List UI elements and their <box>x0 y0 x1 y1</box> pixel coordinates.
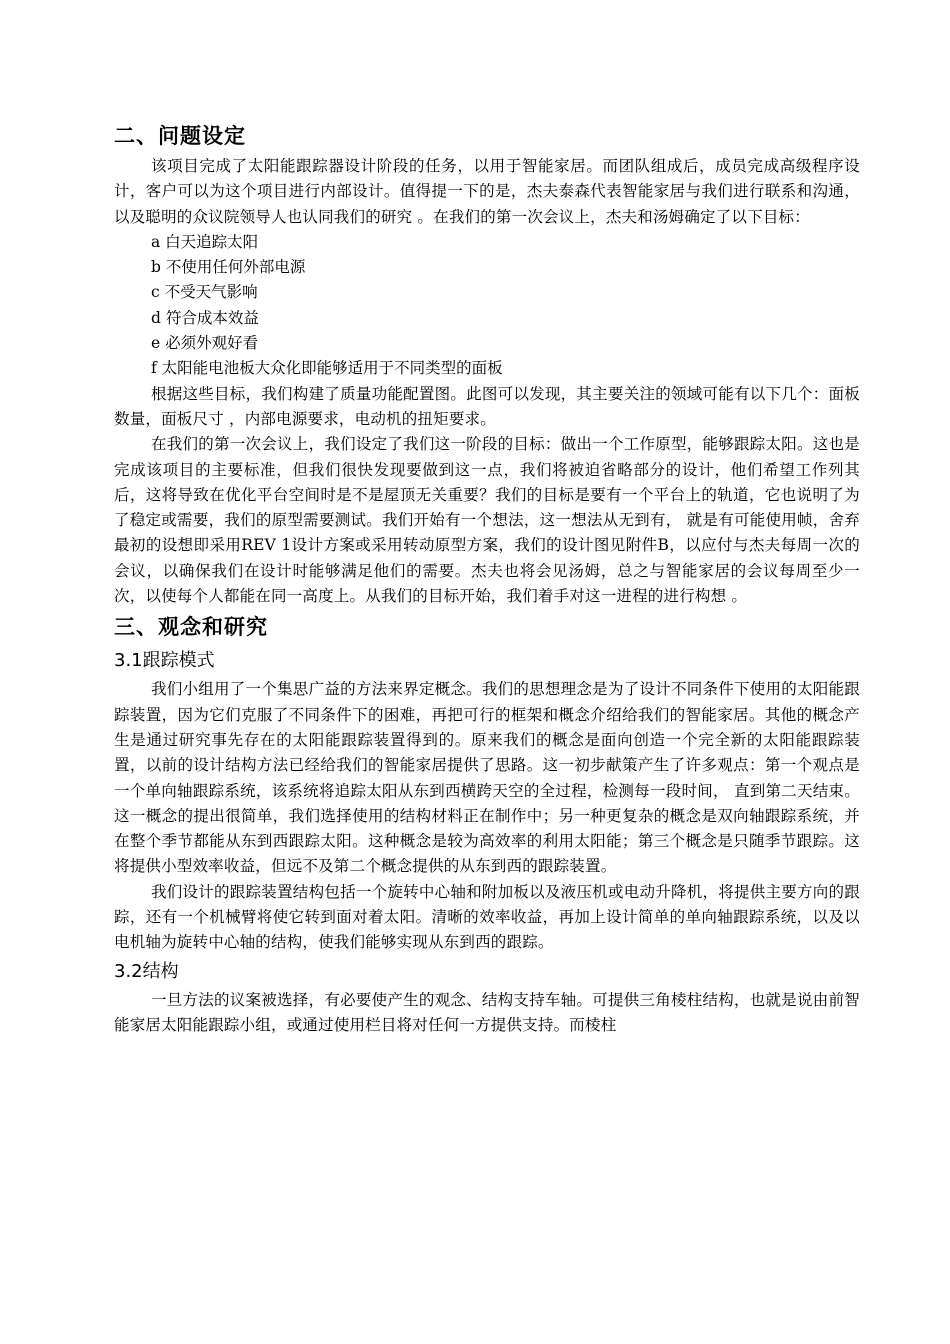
list-item: c 不受天气影响 <box>151 283 258 302</box>
goals-list <box>114 230 860 382</box>
paragraph-brainstorm: 我们小组用了一个集思广益的方法来界定概念。我们的思想理念是为了设计不同条件下使用的太阳能跟踪装置，因为它们克服了不同条件下的困难，再把可行的框架和概念介绍给我们的智能家居。其他的概念产生是通过研究事先存在的太阳能跟踪装置得到的。原来我们的概念是面向创造一个完全新的太阳能跟踪装置，以前的设计结构方法已经给我们的智能家居提供了思路。这一初步献策产生了许多观点：第一个观点是一个单向轴跟踪系统，该系统将追踪太阳从东到西横跨天空的全过程，检测每一段时间， 直到第二天结束。这一概念的提出很简单，我们选择使用的结构材料正在制作中；另一种更复杂的概念是双向轴跟踪系统，并在整个季节都能从东到西跟踪太阳。这种概念是较为高效率的利用太阳能；第三个概念是只随季节跟踪。这将提供小型效率收益，但远不及第二个概念提供的从东到西的跟踪装置。 <box>114 680 860 876</box>
list-item: f 太阳能电池板大众化即能够适用于不同类型的面板 <box>151 359 503 378</box>
paragraph-intro: 该项目完成了太阳能跟踪器设计阶段的任务，以用于智能家居。而团队组成后，成员完成高级程序设计，客户可以为这个项目进行内部设计。值得提一下的是，杰夫泰森代表智能家居与我们进行联系和沟通，以及聪明的众议院领导人也认同我们的研究 。在我们的第一次会议上，杰夫和汤姆确定了以下目标： <box>114 157 860 226</box>
list-item: a 白天追踪太阳 <box>151 232 259 251</box>
section-heading-problem-definition: 二、问题设定 <box>114 124 246 148</box>
list-item: b 不使用任何外部电源 <box>151 258 306 277</box>
paragraph-first-meeting: 在我们的第一次会议上，我们设定了我们这一阶段的目标：做出一个工作原型，能够跟踪太阳。这也是完成该项目的主要标准，但我们很快发现要做到这一点，我们将被迫省略部分的设计，他们希望工作列其后，这将导致在优化平台空间时是不是屋顶无关重要？我们的目标是要有一个平台上的轨道，它也说明了为了稳定或需要，我们的原型需要测试。我们开始有一个想法，这一想法从无到有， 就是有可能使用帧，舍弃最初的设想即采用REV 1设计方案或采用转动原型方案，我们的设计图见附件B，以应付与杰夫每周一次的会议，以确保我们在设计时能够满足他们的需要。杰夫也将会见汤姆，总之与智能家居的会议每周至少一次，以使每个人都能在同一高度上。从我们的目标开始，我们着手对这一进程的进行构想 。 <box>114 435 860 606</box>
paragraph-tracker-structure: 我们设计的跟踪装置结构包括一个旋转中心轴和附加板以及液压机或电动升降机，将提供主要方向的跟踪，还有一个机械臂将使它转到面对着太阳。清晰的效率收益，再加上设计简单的单向轴跟踪系统，以及以电机轴为旋转中心轴的结构，使我们能够实现从东到西的跟踪。 <box>114 882 860 952</box>
list-item: e 必须外观好看 <box>151 334 259 353</box>
document-page <box>114 118 860 1038</box>
list-item: d 符合成本效益 <box>151 308 259 327</box>
section-heading-concepts-research: 三、观念和研究 <box>114 615 268 640</box>
paragraph-qfd: 根据这些目标，我们构建了质量功能配置图。此图可以发现，其主要关注的领域可能有以下几个：面板数量，面板尺寸 ，内部电源要求，电动机的扭矩要求。 <box>114 384 860 428</box>
subsection-heading-structure: 3.2结构 <box>114 960 179 982</box>
subsection-heading-tracking-mode: 3.1跟踪模式 <box>114 650 215 672</box>
paragraph-structure: 一旦方法的议案被选择，有必要使产生的观念、结构支持车轴。可提供三角棱柱结构，也就是说由前智能家居太阳能跟踪小组，或通过使用栏目将对任何一方提供支持。而棱柱 <box>114 990 860 1034</box>
